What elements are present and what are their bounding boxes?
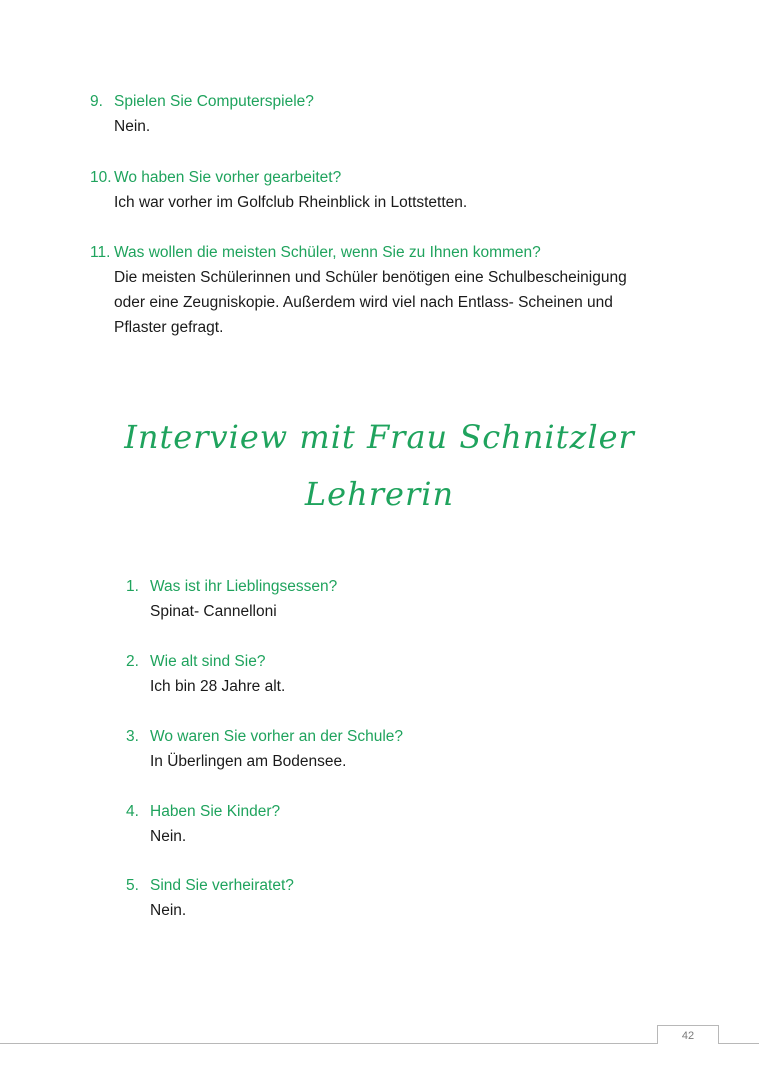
answer-line: Pflaster gefragt.: [114, 319, 224, 336]
answer-line: oder eine Zeugniskopie. Außerdem wird viel nach Entlass- Scheinen und: [114, 294, 613, 311]
question-number: 2.: [126, 653, 139, 670]
question-text: Wo haben Sie vorher gearbeitet?: [114, 169, 342, 186]
qa-item: [90, 240, 710, 340]
question: [126, 724, 686, 749]
page-title: Interview mit Frau Schnitzler: [124, 418, 635, 456]
question-number: 4.: [126, 803, 139, 820]
question: [126, 649, 686, 674]
question-number: 3.: [126, 728, 139, 745]
qa-item: [126, 574, 686, 624]
question: [90, 165, 710, 190]
qa-item: [126, 724, 686, 774]
answer: [126, 824, 686, 849]
question-number: 1.: [126, 578, 139, 595]
question-number: 9.: [90, 93, 103, 110]
answer-line: Nein.: [114, 118, 151, 135]
answer-line: Ich bin 28 Jahre alt.: [150, 678, 286, 695]
question: [126, 574, 686, 599]
qa-item: [126, 649, 686, 699]
answer-line: In Überlingen am Bodensee.: [150, 753, 347, 770]
qa-item: [90, 89, 710, 139]
qa-item: [90, 165, 710, 215]
question-text: Was wollen die meisten Schüler, wenn Sie zu Ihnen kommen?: [114, 244, 541, 261]
question-text: Was ist ihr Lieblingsessen?: [150, 578, 338, 595]
question-number: 11.: [90, 244, 111, 261]
question-text: Wo waren Sie vorher an der Schule?: [150, 728, 404, 745]
question-number: 5.: [126, 877, 139, 894]
answer-line: Nein.: [150, 902, 187, 919]
question: [90, 89, 710, 114]
page-subtitle: Lehrerin: [304, 475, 455, 513]
answer: [90, 265, 710, 340]
footer-rule-left: [0, 1043, 657, 1044]
answer: [90, 190, 710, 215]
question: [126, 873, 686, 898]
answer: [126, 599, 686, 624]
question-text: Haben Sie Kinder?: [150, 803, 281, 820]
qa-item: [126, 799, 686, 849]
question: [126, 799, 686, 824]
answer: [90, 114, 710, 139]
answer: [126, 749, 686, 774]
answer-line: Die meisten Schülerinnen und Schüler benötigen eine Schulbescheinigung: [114, 269, 627, 286]
question-text: Spielen Sie Computerspiele?: [114, 93, 314, 110]
answer-line: Nein.: [150, 828, 187, 845]
footer-rule-right: [718, 1043, 759, 1044]
answer: [126, 674, 686, 699]
question: [90, 240, 710, 265]
question-text: Wie alt sind Sie?: [150, 653, 266, 670]
question-text: Sind Sie verheiratet?: [150, 877, 294, 894]
answer-line: Ich war vorher im Golfclub Rheinblick in Lottstetten.: [114, 194, 468, 211]
qa-item: [126, 873, 686, 923]
answer: [126, 898, 686, 923]
page-number: 42: [657, 1025, 719, 1044]
answer-line: Spinat- Cannelloni: [150, 603, 277, 620]
question-number: 10.: [90, 169, 112, 186]
